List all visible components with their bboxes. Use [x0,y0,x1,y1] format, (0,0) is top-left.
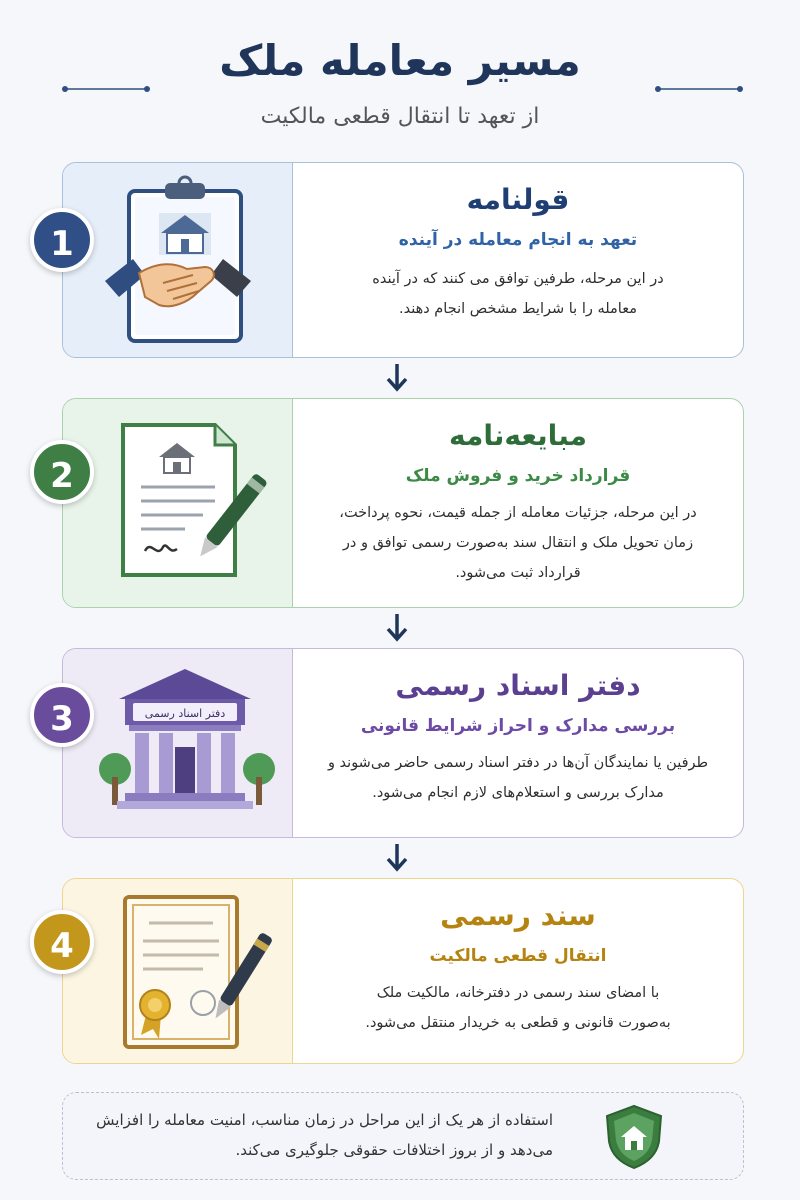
page-subtitle: از تعهد تا انتقال قطعی مالکیت [260,104,540,129]
step-4-subtitle: انتقال قطعی مالکیت [429,946,607,966]
step-2-illustration [63,399,293,607]
arrow-down-icon [385,842,409,872]
step-4-content [293,879,743,1063]
page-title: مسیر معامله ملک [219,36,581,85]
step-4-description: با امضای سند رسمی در دفترخانه، مالکیت ملک به‌صورت قانونی و قطعی به خریدار منتقل می‌شود. [365,985,671,1031]
title-decoration-left [62,86,150,92]
footer-text: استفاده از هر یک از این مراحل در زمان مناسب، امنیت معامله را افزایش می‌دهد و از بروز اختلافات حقوقی جلوگیری می‌کند. [96,1111,553,1159]
step-2-description: در این مرحله، جزئیات معامله از جمله قیمت، نحوه پرداخت، زمان تحویل ملک و انتقال سند به‌صورت رسمی توافق و در قرارداد ثبت می‌شود. [339,505,697,581]
arrow-down-icon [385,612,409,642]
step-3-description: طرفین یا نمایندگان آن‌ها در دفتر اسناد رسمی حاضر می‌شوند و مدارک بررسی و استعلام‌های لازم انجام می‌شود. [327,755,709,801]
step-1-card [62,162,744,358]
footer-note [62,1092,744,1180]
step-2-card [62,398,744,608]
step-1-subtitle: تعهد به انجام معامله در آینده [398,230,638,250]
step-1-description: در این مرحله، طرفین توافق می کنند که در آینده معامله را با شرایط مشخص انجام دهند. [372,271,664,317]
certificate-seal-icon [63,879,293,1064]
step-3-content [293,649,743,837]
step-4-title: سند رسمی [440,899,596,932]
contract-pen-icon [63,399,293,608]
step-3-subtitle: بررسی مدارک و احراز شرایط قانونی [360,716,676,736]
building-sign: دفتر اسناد رسمی [144,707,226,720]
shield-house-icon [601,1103,667,1171]
handshake-clipboard-icon [63,163,293,358]
header [0,0,800,150]
step-1-illustration [63,163,293,357]
step-4-illustration [63,879,293,1063]
step-4-card [62,878,744,1064]
step-2-content [293,399,743,607]
title-decoration-right [655,86,743,92]
step-4-number-badge: 4 [30,910,94,974]
step-1-number-badge: 1 [30,208,94,272]
step-1-title: قولنامه [466,183,570,216]
step-3-title: دفتر اسناد رسمی [395,669,641,702]
notary-building-icon [63,649,293,838]
arrow-down-icon [385,362,409,392]
step-2-title: مبایعه‌نامه [449,419,587,452]
step-3-card [62,648,744,838]
step-3-number-badge: 3 [30,683,94,747]
step-2-subtitle: قرارداد خرید و فروش ملک [405,466,631,486]
step-1-content [293,163,743,357]
step-2-number-badge: 2 [30,440,94,504]
step-3-illustration [63,649,293,837]
